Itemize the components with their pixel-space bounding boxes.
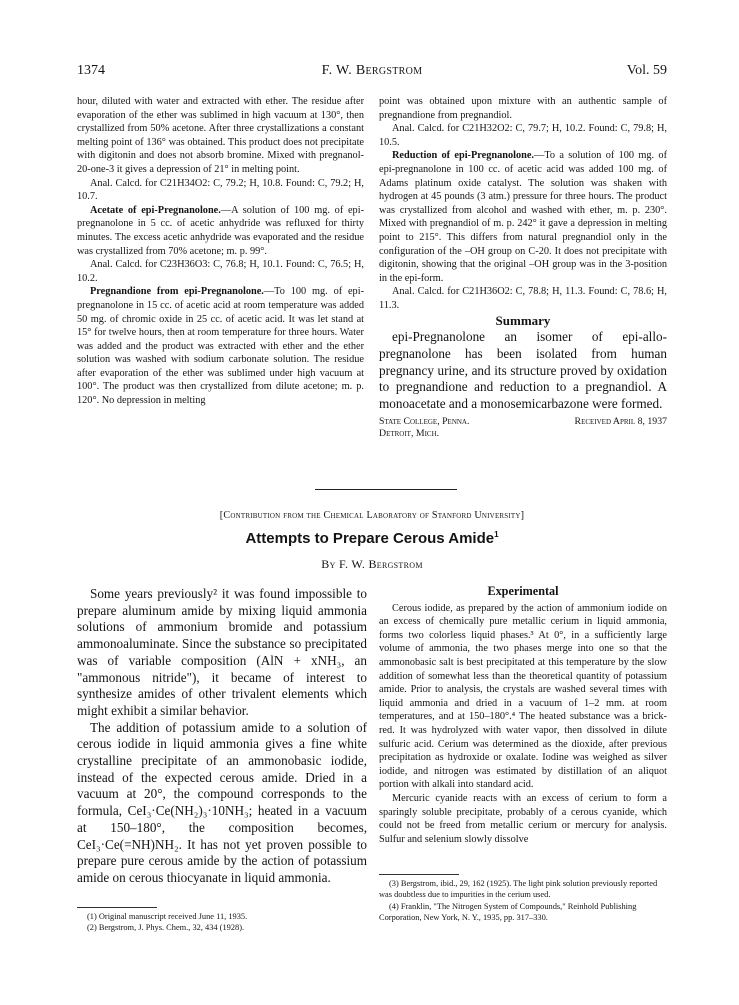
paragraph (77, 204, 364, 258)
paragraph (77, 285, 364, 407)
article-divider (315, 489, 457, 490)
footnote-rule (77, 907, 157, 908)
volume-number: Vol. 59 (626, 63, 667, 78)
footnote: (1) Original manuscript received June 11, 1935. (87, 912, 248, 921)
footnotes-left (77, 911, 367, 934)
signature-block (379, 416, 667, 444)
running-author: F. W. Bergstrom (321, 63, 423, 78)
section-text: —To 100 mg. of epi-pregnanolone in 15 cc. of acetic acid at room temperature was added 50 mg. of chromic oxide in 25 cc. of acetic acid. It was let stand at 15° for twelve hours, then at room temperature for three hours. Water was added and the product was extracted with ether and the ether solution was washed with sodium carbonate solution. The residue after evaporation of the ether was sublimed under high vacuum at 100°. The product was then crystallized from dilute acetone; m. p. 120°. No depression in melting (77, 286, 364, 407)
affiliation: State College, Penna. Detroit, Mich. (379, 415, 470, 440)
paragraph: Some years previously² it was found impossible to prepare aluminum amide by mixing liquid ammonia solutions of ammonium bromide and potassium ammonoaluminate. Since the substance so precipitated was of variable composition (AlN + xNH₃, an "ammonous nitride"), it became of interest to synthesize amides of other trivalent elements which might exhibit a similar behavior. (77, 586, 367, 718)
paragraph: Cerous iodide, as prepared by the action of ammonium iodide on an excess of chemically pure metallic cerium in liquid ammonia, forms two colorless liquid phases.³ At 0°, in a sufficiently large volume of ammonia, the two phases merge into one so that the ammonobasic salt is best precipitated at this temperature by the slow addition of somewhat less than the theoretical quantity of potassium amide. Prior to analysis, the crystals are washed several times with liquid ammonia and dried in a vacuum of 1–2 mm. at room temperatures, and at 150–180°.⁴ The heated substance was a brick-red. It was hydrolyzed with water vapor, then dissolved in dilute sulfuric acid. Cerium was determined as the dioxide, after previous precipitation as hydroxide or oxalate. Iodine was weighed as silver iodide, and nitrogen was estimated by distillation of an aliquot portion with alkali into standard acid. (379, 602, 667, 791)
paragraph (379, 149, 667, 285)
byline: By F. W. Bergstrom (321, 557, 423, 571)
title-footnote-mark: 1 (494, 530, 499, 539)
analysis-line: Anal. Calcd. for C21H36O2: C, 78.8; H, 11.3. Found: C, 78.6; H, 11.3. (379, 286, 667, 311)
top-right-column (379, 95, 667, 444)
section-heading: Pregnandione from epi-Pregnanolone. (90, 286, 264, 298)
summary-text: epi-Pregnanolone an isomer of epi-allo-pregnanolone has been isolated from human pregnancy urine, and its structure proved by oxidation to pregnandione and reduction to a pregnandiol. A monoacetate and a monosemicarbazone were formed. (379, 329, 667, 411)
paragraph: Mercuric cyanide reacts with an excess of cerium to form a sparingly soluble precipitate, probably of a cerous cyanide, which could not be freed from metallic cerium or mercury for analysis. Sulfur and selenium slowly dissolve (379, 792, 667, 845)
bottom-left-column (77, 586, 367, 887)
analysis-line: Anal. Calcd. for C21H34O2: C, 79.2; H, 10.8. Found: C, 79.2; H, 10.7. (77, 177, 364, 203)
page-number: 1374 (77, 63, 105, 78)
footnote: (3) Bergstrom, ibid., 29, 162 (1925). The light pink solution previously reported was doubtless due to impurities in the cerium used. (379, 879, 658, 900)
summary-heading: Summary (495, 312, 551, 328)
section-text: —To a solution of 100 mg. of epi-pregnanolone in 100 cc. of acetic acid was added 100 mg. of Adams platinum oxide catalyst. The solution was shaken with hydrogen at 45 pounds (3 atm.) pressure for three hours. The product was crystallized from alcohol and washed with ether, m. p. 230°. Mixed with pregnandiol of m. p. 242° it gave a depression in melting point to 215°. This differs from natural pregnandiol only in the configuration of the –OH group on C-20. It does not precipitate with digitonin, showing that the original –OH group was in the 3-position in the epi-form. (379, 150, 668, 284)
contribution-line: [Contribution from the Chemical Laboratory of Stanford University] (219, 510, 525, 521)
title-text: Attempts to Prepare Cerous Amide (245, 530, 495, 547)
bottom-right-column (379, 585, 667, 846)
article-title (77, 530, 667, 547)
received-date: Received April 8, 1937 (574, 415, 667, 427)
footnote-rule (379, 874, 459, 875)
footnotes-right (379, 878, 667, 924)
section-heading: Reduction of epi-Pregnanolone. (392, 150, 535, 162)
top-left-column (77, 95, 364, 408)
section-heading: Acetate of epi-Pregnanolone. (90, 204, 221, 216)
footnote: (4) Franklin, "The Nitrogen System of Compounds," Reinhold Publishing Corporation, New York, N. Y., 1935, pp. 317–330. (379, 901, 637, 923)
analysis-line: Anal. Calcd. for C21H32O2: C, 79.7; H, 10.2. Found: C, 79.8; H, 10.5. (379, 123, 667, 148)
paragraph: The addition of potassium amide to a solution of cerous iodide in liquid ammonia gives a fine white crystalline precipitate of an ammonobasic iodide, instead of the expected cerous amide. Dried in a vacuum at 20°, the compound corresponds to the formula, CeI₃·Ce(NH₂)₃·10NH₃; heated in a vacuum at 150–180°, the composition becomes, CeI₃·Ce(=NH)NH₂. It has not yet proven possible to prepare pure cerous amide by the action of potassium amide on cerous thiocyanate in liquid ammonia. (77, 719, 367, 885)
footnote: (2) Bergstrom, J. Phys. Chem., 32, 434 (1928). (87, 923, 245, 933)
experimental-heading: Experimental (487, 584, 559, 598)
section-text: —A solution of 100 mg. of epi-pregnanolone in 5 cc. of acetic anhydride was refluxed for thirty minutes. The excess acetic anhydride was evaporated and the residue was crystallized from 70% acetone; m. p. 99°. (77, 204, 364, 257)
analysis-line: Anal. Calcd. for C23H36O3: C, 76.8; H, 10.1. Found: C, 76.5; H, 10.2. (77, 259, 364, 284)
paragraph: point was obtained upon mixture with an authentic sample of pregnandione from pregnandiol. (379, 96, 667, 121)
running-header (77, 63, 667, 83)
paragraph: hour, diluted with water and extracted with ether. The residue after evaporation of the ether was sublimed in high vacuum at 130°, then crystallized from 50% acetone. After three crystallizations a constant melting point of 136° was obtained. This product does not precipitate with digitonin and does not absorb bromine. Mixed with pregnanol-20-one-3 it gives a depression of 21° in melting point. (77, 96, 364, 175)
